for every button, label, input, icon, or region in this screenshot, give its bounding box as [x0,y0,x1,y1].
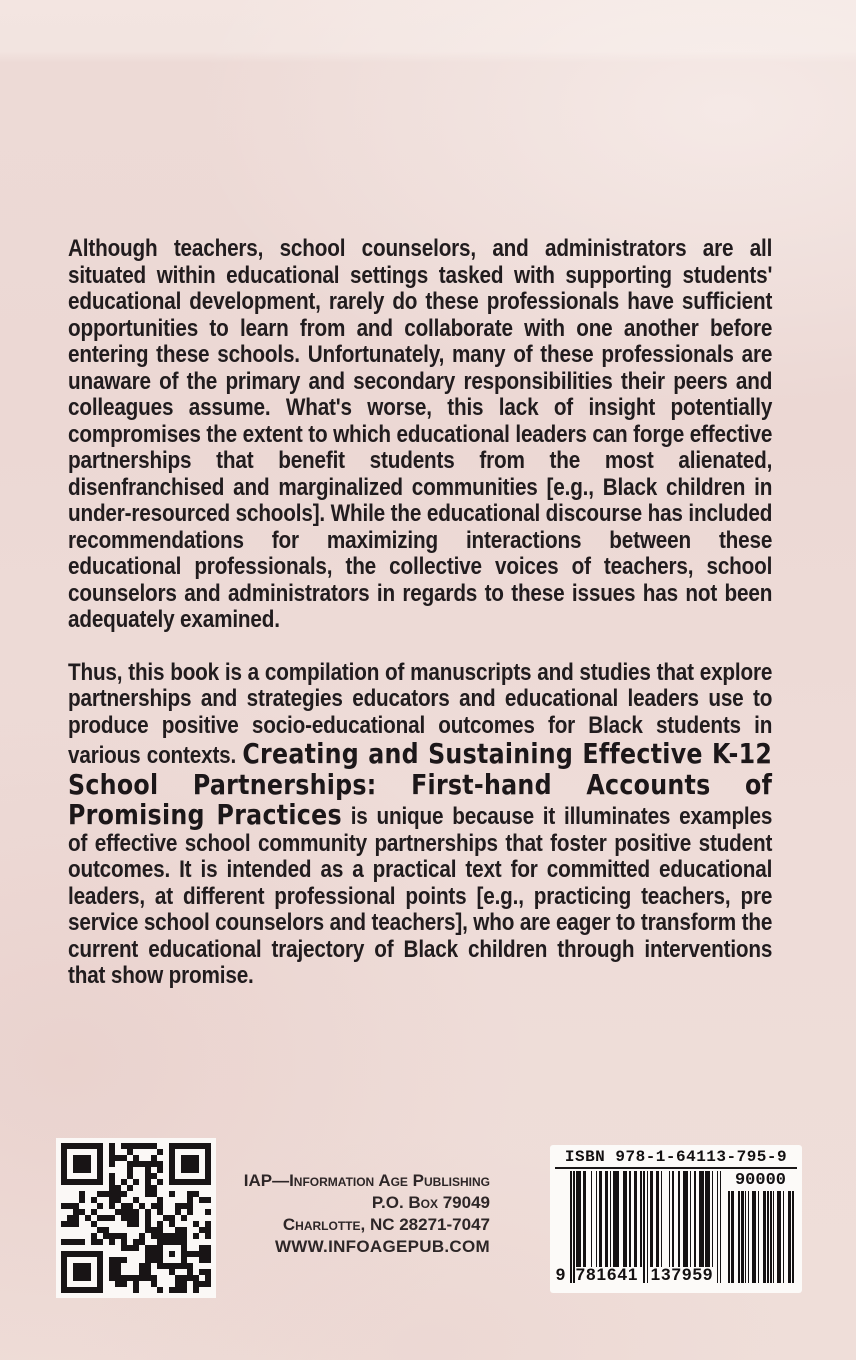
publisher-address: Charlotte, NC 28271-7047 [282,1215,490,1234]
publisher-website: WWW.INFOAGEPUB.COM [274,1237,490,1256]
barcode-digits-group1: 781641 [575,1265,639,1284]
blurb [68,236,772,1016]
publisher-info [222,1170,490,1258]
isbn-barcode [550,1145,802,1293]
qr-code-pattern [61,1143,211,1293]
barcode-digits-group2: 137959 [650,1265,714,1284]
blurb-paragraph-2-tail: is unique because it illuminates examples of effective school community partnerships that foster positive student outcomes. It is intended as a practical text for committed educational leaders, at different professional points [e.g., practicing teachers, pre service school counselors and teachers], who are eager to transform the current educational trajectory of Black children through interventions that show promise. [68,803,773,989]
barcode-addon-label: 90000 [734,1171,786,1190]
blurb-paragraph-2 [68,660,772,990]
book-title: Creating and Sustaining Effective K-12 School Partnerships: First-hand Accounts of Promising Practices [68,738,773,831]
isbn-label: ISBN 978-1-64113-795-9 [564,1148,788,1166]
blurb-paragraph-1: Although teachers, school counselors, and administrators are all situated within educational settings tasked with supporting students' educational development, rarely do these professionals have sufficient opportunities to learn from and collaborate with one another before entering these schools. Unfortunately, many of these professionals are unaware of the primary and secondary responsibilities their peers and colleagues assume. What's worse, this lack of insight potentially compromises the extent to which educational leaders can forge effective partnerships that benefit students from the most alienated, disenfranchised and marginalized communities [e.g., Black children in under-resourced schools]. While the educational discourse has included recommendations for maximizing interactions between these educational professionals, the collective voices of teachers, school counselors and administrators in regards to these issues has not been adequately examined. [68,235,773,633]
publisher-po-box: P.O. Box 79049 [371,1193,490,1212]
blurb-paragraph-2-lead: Thus, this book is a compilation of manuscripts and studies that explore partnerships and strategies educators and educational leaders use to produce positive socio-educational outcomes for Black students in various contexts. [68,658,773,769]
isbn-rule [555,1167,797,1169]
publisher-name: IAP—Information Age Publishing [243,1171,490,1190]
qr-code-icon [56,1138,216,1298]
barcode-digit-lead: 9 [555,1265,567,1284]
barcode-digits [550,1265,802,1285]
